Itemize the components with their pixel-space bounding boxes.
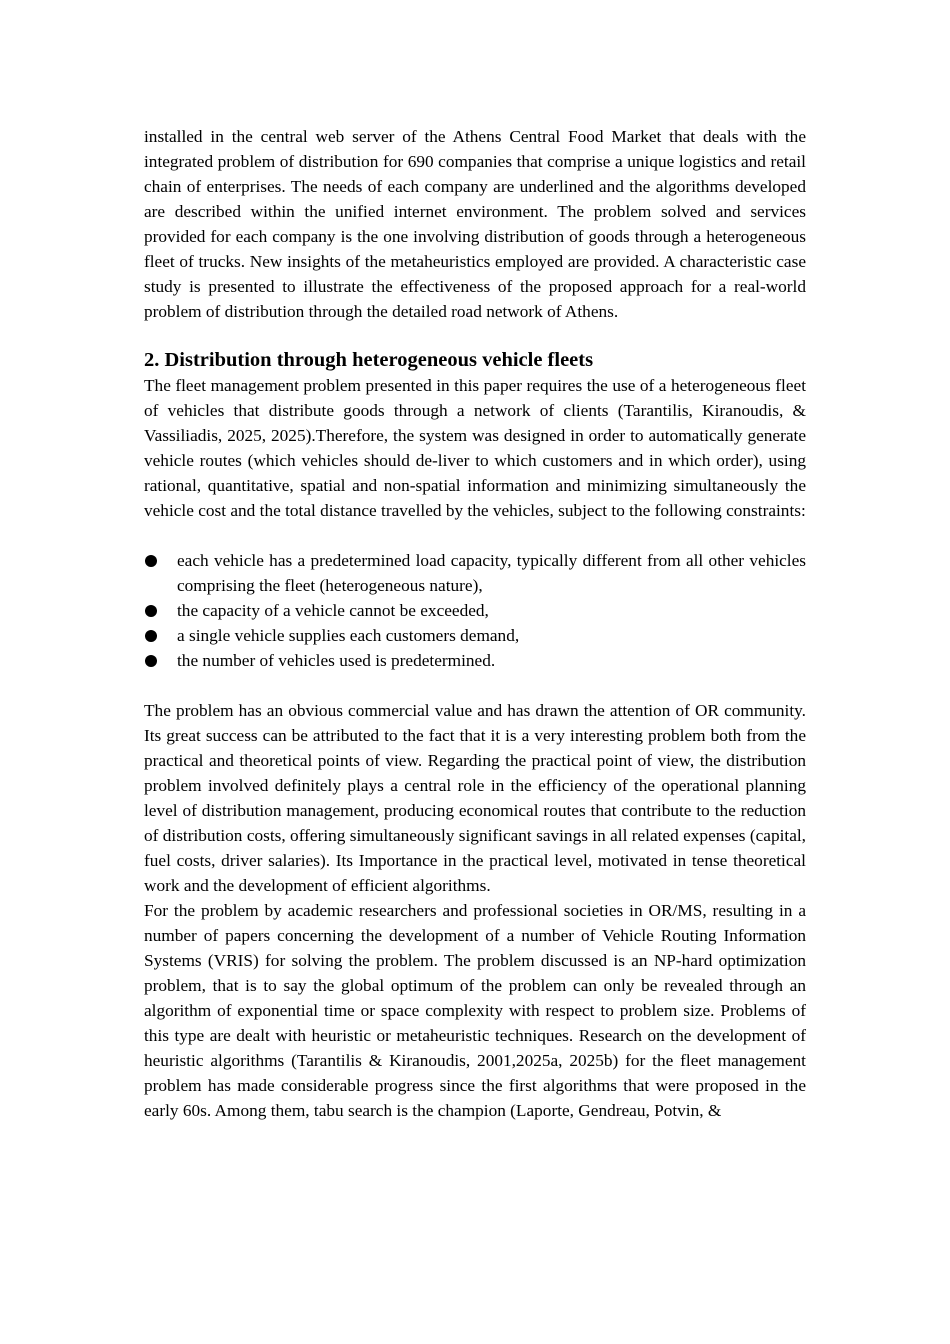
section-paragraph-1: The fleet management problem presented in this paper requires the use of a heterogeneous fleet of vehicles that distribute goods through a network of clients (Tarantilis, Kiranoudis, & Vassiliadis, 2025, 2025).Therefore, the system was designed in order to automatically generate vehicle routes (which vehicles should de-liver to which customers and in which order), using rational, quantitative, spatial and non-spatial information and minimizing simultaneously the vehicle cost and the total distance travelled by the vehicles, subject to the following constraints: (144, 376, 806, 520)
document-page (144, 124, 806, 1123)
section-heading: 2. Distribution through heterogeneous vehicle fleets (144, 349, 594, 371)
list-item (144, 598, 806, 623)
bullet-icon (145, 655, 157, 667)
bullet-icon (145, 605, 157, 617)
section-paragraph-3: For the problem by academic researchers and professional societies in OR/MS, resulting in a number of papers concerning the development of a number of Vehicle Routing Information Systems (VRIS) for solving the problem. The problem discussed is an NP-hard optimization problem, that is to say the global optimum of the problem can only be revealed through an algorithm of exponential time or space complexity with respect to problem size. Problems of this type are dealt with heuristic or metaheuristic techniques. Research on the development of heuristic algorithms (Tarantilis & Kiranoudis, 2001,2025a, 2025b) for the fleet management problem has made considerable progress since the first algorithms that were proposed in the early 60s. Among them, tabu search is the champion (Laporte, Gendreau, Potvin, & (144, 901, 806, 1120)
list-item (144, 648, 806, 673)
list-item (144, 623, 806, 648)
list-item-text: the capacity of a vehicle cannot be exceeded, (177, 601, 489, 620)
list-item-text: a single vehicle supplies each customers demand, (177, 626, 520, 645)
bullet-icon (145, 630, 157, 642)
constraints-list (144, 548, 806, 673)
list-item (144, 548, 806, 598)
list-item-text: the number of vehicles used is predetermined. (177, 651, 496, 670)
list-item-text: each vehicle has a predetermined load capacity, typically different from all other vehicles comprising the fleet (heterogeneous nature), (177, 551, 806, 595)
intro-paragraph: installed in the central web server of the Athens Central Food Market that deals with the integrated problem of distribution for 690 companies that comprise a unique logistics and retail chain of enterprises. The needs of each company are underlined and the algorithms developed are described within the unified internet environment. The problem solved and services provided for each company is the one involving distribution of goods through a heterogeneous fleet of trucks. New insights of the metaheuristics employed are provided. A characteristic case study is presented to illustrate the effectiveness of the proposed approach for a real-world problem of distribution through the detailed road network of Athens. (144, 127, 806, 321)
section-paragraph-2: The problem has an obvious commercial value and has drawn the attention of OR community. Its great success can be attributed to the fact that it is a very interesting problem both from the practical and theoretical points of view. Regarding the practical point of view, the distribution problem involved definitely plays a central role in the efficiency of the operational planning level of distribution management, producing economical routes that contribute to the reduction of distribution costs, offering simultaneously significant savings in all related expenses (capital, fuel costs, driver salaries). Its Importance in the practical level, motivated in tense theoretical work and the development of efficient algorithms. (144, 701, 806, 895)
bullet-icon (145, 555, 157, 567)
